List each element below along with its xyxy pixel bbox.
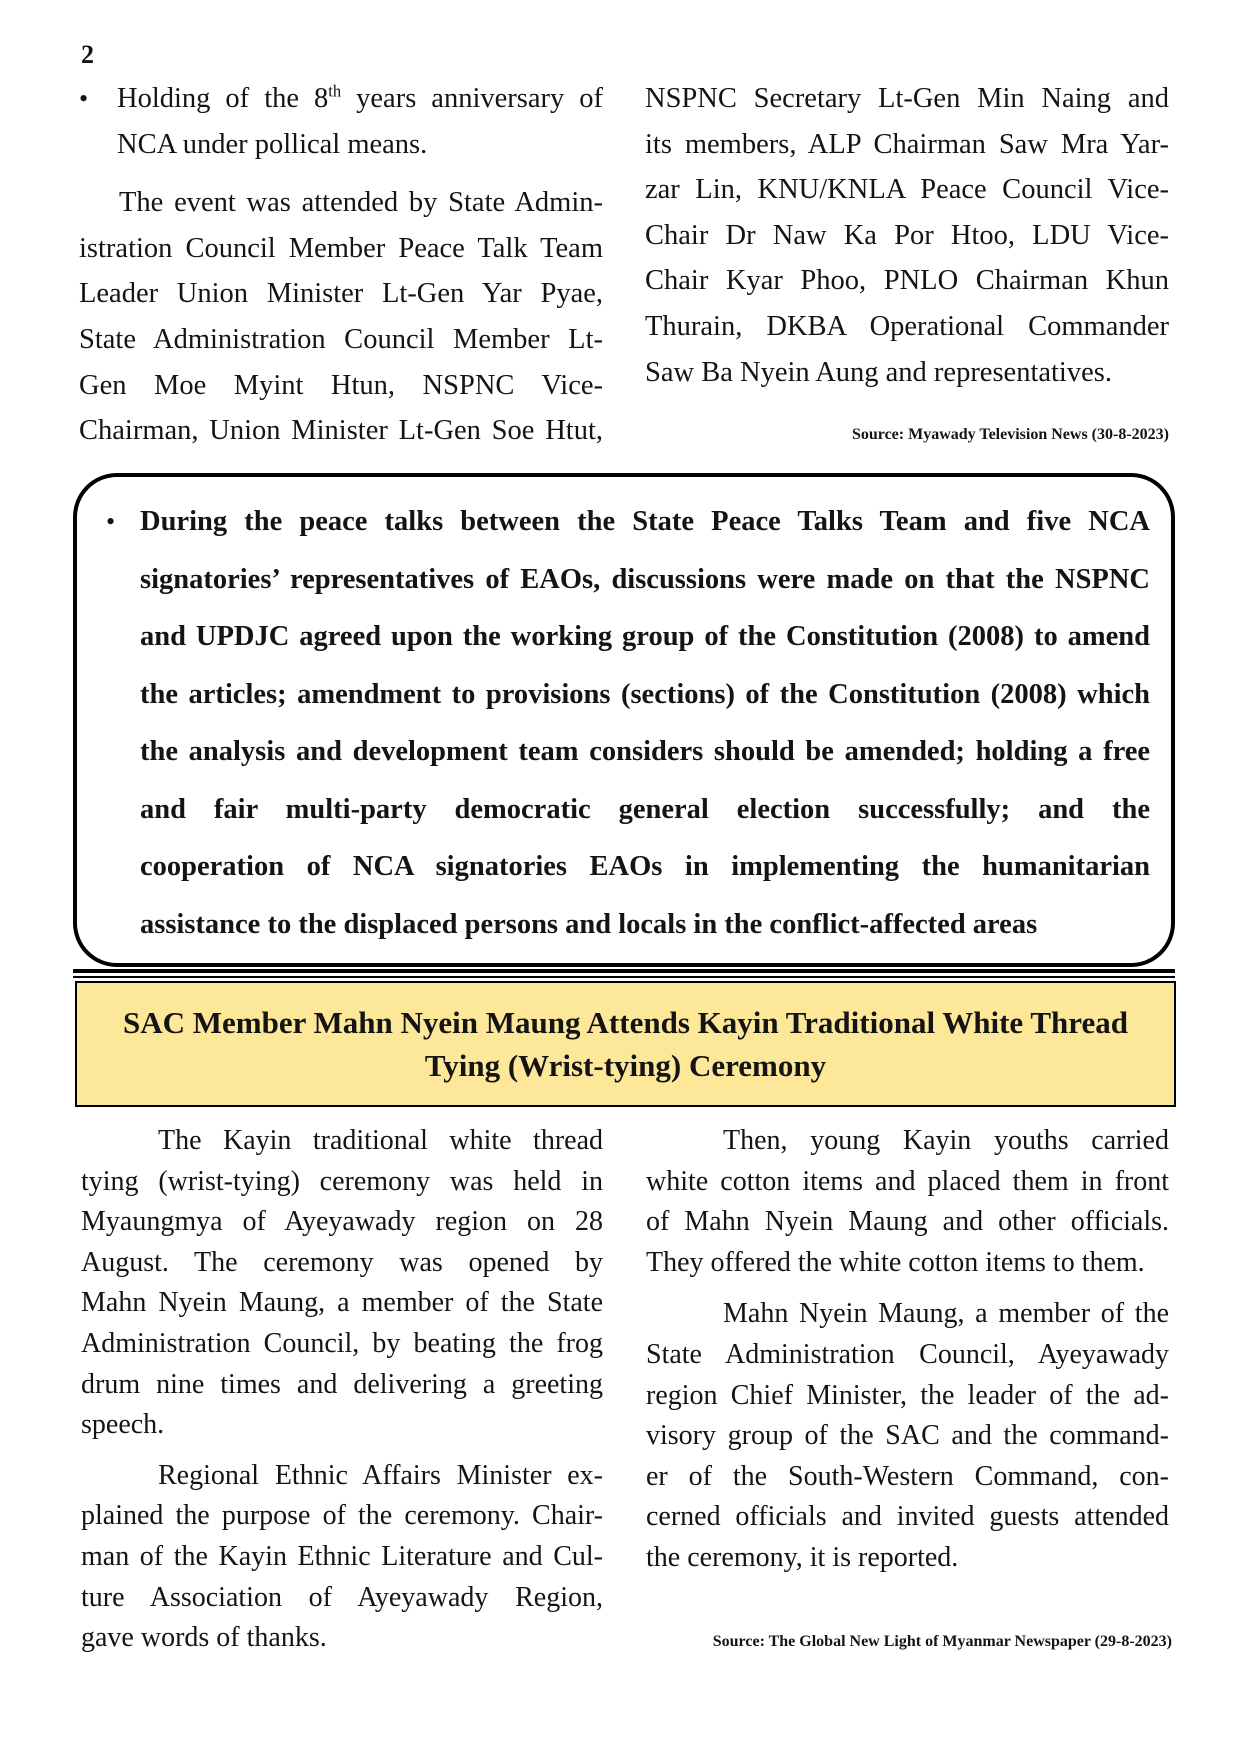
text-line: the articles; amendment to provisions (sections) of the Constitution (2008) which	[140, 678, 1150, 710]
text-line: State Administration Council Member Lt-	[79, 323, 603, 355]
text-line: ture Association of Ayeyawady Region,	[81, 1581, 603, 1613]
text-line: Mahn Nyein Maung, a member of the	[723, 1298, 1169, 1330]
paragraph	[646, 1121, 1169, 1283]
bullet-item	[79, 76, 603, 167]
source-citation: Source: The Global New Light of Myanmar Newspaper (29-8-2023)	[712, 1633, 1172, 1650]
highlight-box	[73, 473, 1175, 967]
source-citation: Source: Myawady Television News (30-8-2023)	[851, 426, 1169, 443]
page-number: 2	[81, 40, 94, 69]
article-left-column	[81, 1121, 603, 1659]
text-line: plained the purpose of the ceremony. Chair-	[81, 1500, 603, 1532]
text-line: drum nine times and delivering a greeting	[81, 1368, 603, 1400]
bullet-marker: •	[79, 84, 89, 113]
text-line: Regional Ethnic Affairs Minister ex-	[158, 1459, 603, 1491]
text-segment: years anniversary of	[341, 83, 603, 114]
text-line: Gen Moe Myint Htun, NSPNC Vice-	[79, 369, 603, 401]
text-line: and UPDJC agreed upon the working group of the Constitution (2008) to amend	[140, 621, 1150, 652]
text-line: Saw Ba Nyein Aung and representatives.	[645, 356, 1112, 388]
text-line: During the peace talks between the State Peace Talks Team and five NCA	[140, 506, 1150, 537]
text-line: the analysis and development team considers should be amended; holding a free	[140, 736, 1150, 767]
text-line: istration Council Member Peace Talk Team	[79, 232, 603, 264]
text-segment: Holding of the 8	[117, 83, 329, 114]
top-right-column	[645, 76, 1169, 395]
paragraph	[79, 180, 603, 454]
text-line: tying (wrist-tying) ceremony was held in	[81, 1165, 603, 1197]
text-line: The event was attended by State Admin-	[119, 187, 603, 219]
text-line: Administration Council, by beating the frog	[81, 1327, 603, 1359]
article-title-line: SAC Member Mahn Nyein Maung Attends Kayin Traditional White Thread	[122, 1005, 1129, 1040]
article-title-line: Tying (Wrist-tying) Ceremony	[424, 1048, 827, 1083]
text-line: Myaungmya of Ayeyawady region on 28	[81, 1206, 603, 1238]
text-line: Thurain, DKBA Operational Commander	[645, 310, 1169, 342]
text-line: er of the South-Western Command, con-	[646, 1460, 1169, 1492]
text-line: They offered the white cotton items to them.	[646, 1246, 1145, 1278]
text-line: and fair multi-party democratic general election successfully; and the	[140, 793, 1150, 825]
text-line: signatories’ representatives of EAOs, discussions were made on that the NSPNC	[140, 563, 1150, 595]
highlight-text	[106, 493, 1150, 953]
text-line: gave words of thanks.	[81, 1622, 327, 1654]
paragraph	[645, 76, 1169, 395]
text-line: cooperation of NCA signatories EAOs in implementing the humanitarian	[140, 851, 1150, 882]
text-line: Chair Dr Naw Ka Por Htoo, LDU Vice-	[645, 219, 1169, 251]
text-line: of Mahn Nyein Maung and other officials.	[646, 1206, 1169, 1238]
divider-thin	[73, 976, 1175, 978]
text-line: Then, young Kayin youths carried	[723, 1125, 1169, 1156]
text-line: assistance to the displaced persons and locals in the conflict-affected areas	[140, 908, 1038, 940]
text-line: Chair Kyar Phoo, PNLO Chairman Khun	[645, 265, 1169, 297]
text-line: zar Lin, KNU/KNLA Peace Council Vice-	[645, 174, 1169, 206]
text-line: white cotton items and placed them in front	[646, 1165, 1169, 1197]
text-line: Mahn Nyein Maung, a member of the State	[81, 1287, 603, 1319]
paragraph	[81, 1121, 603, 1446]
text-line: Leader Union Minister Lt-Gen Yar Pyae,	[79, 278, 603, 310]
text-line: NCA under pollical means.	[117, 128, 428, 160]
text-line: region Chief Minister, the leader of the ad-	[646, 1379, 1169, 1411]
divider-thick	[73, 969, 1175, 973]
text-line: The Kayin traditional white thread	[158, 1125, 603, 1156]
paragraph	[81, 1456, 603, 1659]
text-line	[117, 76, 603, 122]
top-left-column	[79, 76, 603, 454]
text-line: August. The ceremony was opened by	[81, 1246, 603, 1278]
text-line: its members, ALP Chairman Saw Mra Yar-	[645, 128, 1169, 160]
text-line: Chairman, Union Minister Lt-Gen Soe Htut,	[79, 415, 603, 447]
text-line: speech.	[81, 1409, 165, 1441]
article-right-column	[646, 1121, 1169, 1579]
text-line: man of the Kayin Ethnic Literature and Cul-	[81, 1540, 603, 1572]
text-line: State Administration Council, Ayeyawady	[646, 1338, 1169, 1370]
article-title-box	[75, 981, 1176, 1107]
paragraph	[646, 1294, 1169, 1578]
text-line: cerned officials and invited guests attended	[646, 1501, 1169, 1533]
text-line: the ceremony, it is reported.	[646, 1541, 959, 1573]
text-line: visory group of the SAC and the command-	[646, 1420, 1169, 1452]
bullet-marker: •	[106, 507, 116, 536]
text-line: NSPNC Secretary Lt-Gen Min Naing and	[645, 83, 1169, 114]
superscript: th	[328, 81, 342, 101]
